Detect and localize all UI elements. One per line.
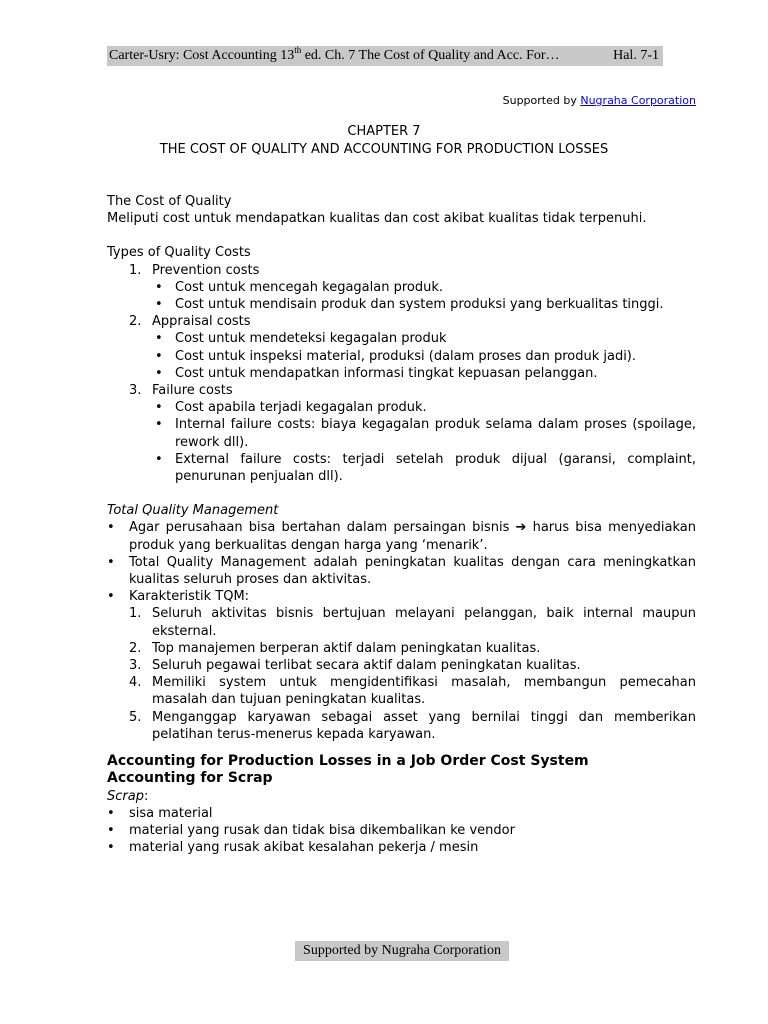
- list-item: • material yang rusak dan tidak bisa dikembalikan ke vendor: [107, 822, 515, 838]
- scrap-label: Scrap:: [107, 788, 149, 804]
- page-number: Hal. 7-1: [613, 48, 659, 63]
- list-item: • Total Quality Management adalah peningkatan kualitas dengan cara meningkatkan kualitas seluruh proses dan aktivitas.: [107, 554, 696, 588]
- list-item: • Cost untuk mendapatkan informasi tingkat kepuasan pelanggan.: [155, 365, 598, 381]
- karakteristik-item: 2. Top manajemen berperan aktif dalam peningkatan kualitas.: [129, 640, 541, 656]
- list-item: • Cost untuk mendisain produk dan system produksi yang berkualitas tinggi.: [155, 297, 664, 313]
- page-footer: Supported by Nugraha Corporation: [295, 941, 509, 961]
- supported-by: Supported by Nugraha Corporation: [502, 94, 696, 107]
- list-item: • Internal failure costs: biaya kegagalan produk selama dalam proses (spoilage, rework dll).: [155, 417, 696, 450]
- type-item: 3. Failure costs: [129, 383, 233, 399]
- sponsor-link[interactable]: Nugraha Corporation: [580, 94, 696, 107]
- list-item: • Karakteristik TQM:: [107, 589, 250, 605]
- chapter-number: CHAPTER 7: [347, 124, 421, 139]
- list-item: • Cost apabila terjadi kegagalan produk.: [155, 400, 427, 416]
- list-item: • sisa material: [107, 805, 213, 821]
- cost-quality-heading: The Cost of Quality: [107, 194, 232, 209]
- list-item: • material yang rusak akibat kesalahan pekerja / mesin: [107, 840, 479, 856]
- type-item: 1. Prevention costs: [129, 262, 260, 278]
- types-heading: Types of Quality Costs: [107, 245, 251, 261]
- arrow-right-icon: ➔: [515, 520, 527, 536]
- list-item: • Cost untuk inspeksi material, produksi (dalam proses dan produk jadi).: [155, 348, 637, 364]
- karakteristik-item: 1. Seluruh aktivitas bisnis bertujuan melayani pelanggan, baik internal maupun eksternal.: [129, 606, 696, 639]
- cost-quality-desc: Meliputi cost untuk mendapatkan kualitas dan cost akibat kualitas tidak terpenuhi.: [107, 211, 647, 227]
- chapter-title: THE COST OF QUALITY AND ACCOUNTING FOR PRODUCTION LOSSES: [159, 142, 609, 157]
- tqm-heading: Total Quality Management: [107, 503, 279, 519]
- page-header: [107, 46, 663, 66]
- karakteristik-item: 3. Seluruh pegawai terlibat secara aktif dalam peningkatan kualitas.: [129, 658, 581, 674]
- section-heading: Accounting for Production Losses in a Job Order Cost System: [107, 753, 589, 770]
- list-item: • Agar perusahaan bisa bertahan dalam persaingan bisnis ➔ harus bisa menyediakan produk yang berkualitas dengan harga yang ‘menarik’.: [107, 520, 696, 553]
- karakteristik-item: 5. Menganggap karyawan sebagai asset yang bernilai tinggi dan memberikan pelatihan terus-menerus kepada karyawan.: [129, 709, 696, 742]
- list-item: • Cost untuk mencegah kegagalan produk.: [155, 279, 444, 295]
- header-title: Carter-Usry: Cost Accounting 13th ed. Ch. 7 The Cost of Quality and Acc. For…: [109, 45, 560, 63]
- list-item: • Cost untuk mendeteksi kegagalan produk: [155, 331, 447, 347]
- types-list: [107, 262, 696, 486]
- list-item: • External failure costs: terjadi setelah produk dijual (garansi, complaint, penurunan penjualan dll).: [155, 451, 696, 485]
- section-subheading: Accounting for Scrap: [107, 770, 273, 787]
- document-body: [107, 193, 696, 856]
- type-item: 2. Appraisal costs: [129, 314, 251, 330]
- karakteristik-item: 4. Memiliki system untuk mengidentifikasi masalah, membangun pemecahan masalah dan tujuan peningkatan kualitas.: [129, 675, 696, 708]
